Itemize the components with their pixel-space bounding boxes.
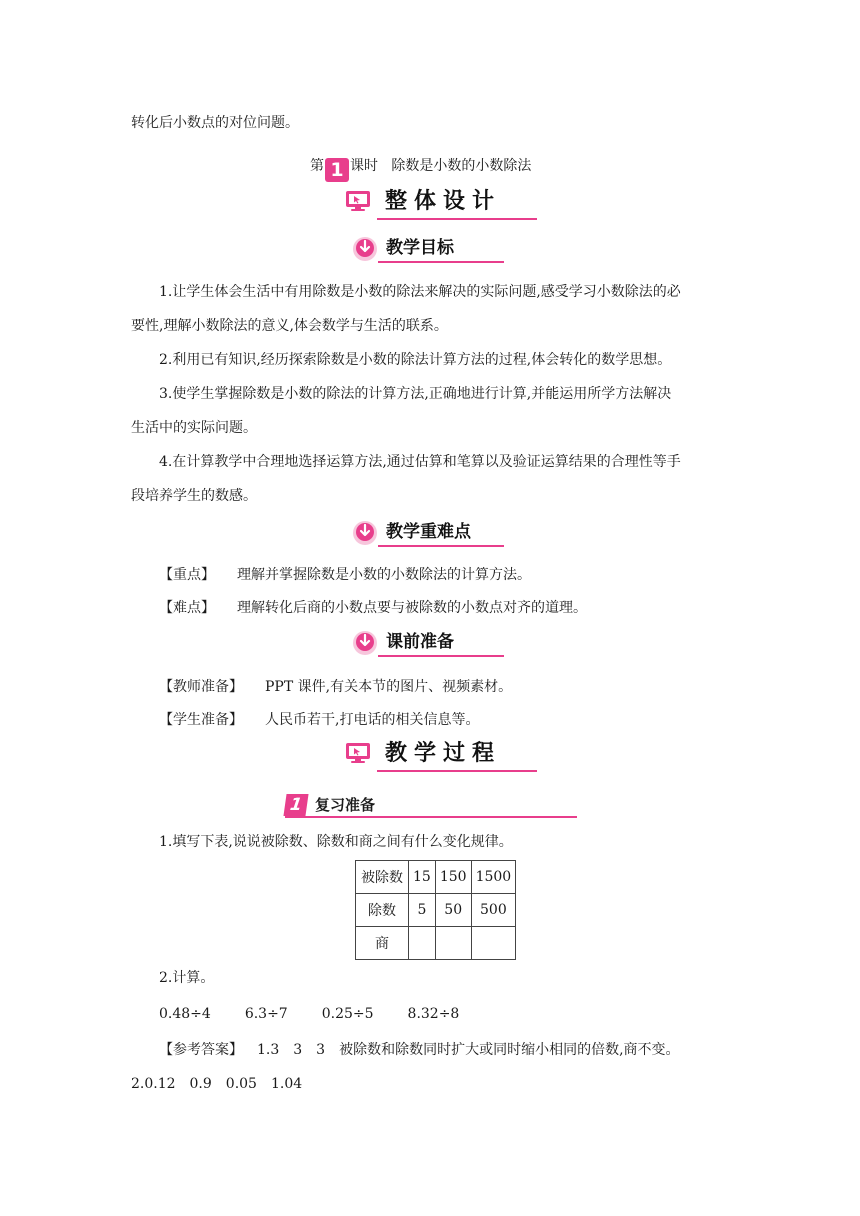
down-arrow-icon <box>352 630 378 656</box>
table-row <box>356 894 516 927</box>
step-underline <box>285 816 577 818</box>
step-review-prep <box>285 794 577 818</box>
reference-answer-2: 2.0.12 0.9 0.05 1.04 <box>131 1076 303 1092</box>
table-cell: 500 <box>471 894 516 927</box>
teacher-prep-tag: 【教师准备】 <box>159 679 243 695</box>
table-row <box>356 927 516 960</box>
section-overall-label: 整体设计 <box>385 188 502 214</box>
answer-tag: 【参考答案】 <box>159 1042 243 1058</box>
student-prep-text: 人民币若干,打电话的相关信息等。 <box>265 712 480 728</box>
division-table <box>355 860 516 960</box>
goal-line: 要性,理解小数除法的意义,体会数学与生活的联系。 <box>131 318 448 334</box>
goal-line: 1.让学生体会生活中有用除数是小数的除法来解决的实际问题,感受学习小数除法的必 <box>159 284 681 300</box>
reference-answer <box>159 1040 739 1060</box>
question-2: 2.计算。 <box>159 970 215 986</box>
calc-item: 0.48÷4 <box>159 1006 211 1022</box>
goal-line: 2.利用已有知识,经历探索除数是小数的除法计算方法的过程,体会转化的数学思想。 <box>159 352 672 368</box>
section-underline <box>377 218 537 220</box>
intro-line: 转化后小数点的对位问题。 <box>131 115 299 131</box>
sub-underline <box>378 655 504 657</box>
calc-row <box>159 1004 764 1024</box>
lesson-title: 除数是小数的小数除法 <box>391 158 532 174</box>
lesson-prefix: 第 <box>310 158 324 174</box>
goal-line: 段培养学生的数感。 <box>131 488 257 504</box>
answer-text: 1.3 3 3 被除数和除数同时扩大或同时缩小相同的倍数,商不变。 <box>257 1042 680 1058</box>
sub-underline <box>378 545 504 547</box>
calc-item: 0.25÷5 <box>321 1006 374 1022</box>
table-cell: 除数 <box>356 894 409 927</box>
hard-point <box>159 598 764 618</box>
sub-teaching-goals <box>352 236 512 266</box>
lesson-header <box>310 155 531 182</box>
hard-point-tag: 【难点】 <box>159 600 215 616</box>
table-row <box>356 861 516 894</box>
sub-key-label: 教学重难点 <box>386 522 471 542</box>
sub-preparation <box>352 630 512 660</box>
key-point-text: 理解并掌握除数是小数的小数除法的计算方法。 <box>237 567 531 583</box>
goal-line: 4.在计算教学中合理地选择运算方法,通过估算和笔算以及验证运算结果的合理性等手 <box>159 454 681 470</box>
table-cell <box>435 927 471 960</box>
down-arrow-icon <box>352 520 378 546</box>
key-point <box>159 565 764 585</box>
student-prep-tag: 【学生准备】 <box>159 712 243 728</box>
table-cell: 被除数 <box>356 861 409 894</box>
sub-key-points <box>352 520 512 550</box>
goal-line: 生活中的实际问题。 <box>131 420 257 436</box>
monitor-icon <box>345 190 371 212</box>
down-arrow-icon <box>352 236 378 262</box>
table-cell: 50 <box>435 894 471 927</box>
table-cell <box>409 927 436 960</box>
lesson-suffix: 课时 <box>350 158 378 174</box>
section-underline <box>377 770 537 772</box>
step-number-badge: 1 <box>283 794 308 816</box>
table-cell: 5 <box>409 894 436 927</box>
calc-item: 6.3÷7 <box>244 1006 288 1022</box>
table-cell <box>471 927 516 960</box>
sub-underline <box>378 261 504 263</box>
hard-point-text: 理解转化后商的小数点要与被除数的小数点对齐的道理。 <box>237 600 587 616</box>
table-cell: 15 <box>409 861 436 894</box>
step-title: 复习准备 <box>315 796 376 814</box>
teacher-prep-text: PPT 课件,有关本节的图片、视频素材。 <box>265 679 513 695</box>
sub-goals-label: 教学目标 <box>386 238 454 258</box>
table-cell: 150 <box>435 861 471 894</box>
section-process-label: 教学过程 <box>385 740 502 766</box>
goal-line: 3.使学生掌握除数是小数的除法的计算方法,正确地进行计算,并能运用所学方法解决 <box>159 386 672 402</box>
monitor-icon <box>345 742 371 764</box>
section-overall-design <box>345 188 545 222</box>
table-cell: 商 <box>356 927 409 960</box>
key-point-tag: 【重点】 <box>159 567 215 583</box>
teacher-prep <box>159 677 764 697</box>
student-prep <box>159 710 764 730</box>
sub-prep-label: 课前准备 <box>386 632 454 652</box>
question-1: 1.填写下表,说说被除数、除数和商之间有什么变化规律。 <box>159 834 513 850</box>
calc-item: 8.32÷8 <box>407 1006 460 1022</box>
lesson-number: 1 <box>325 158 349 182</box>
section-teaching-process <box>345 740 545 774</box>
table-cell: 1500 <box>471 861 516 894</box>
